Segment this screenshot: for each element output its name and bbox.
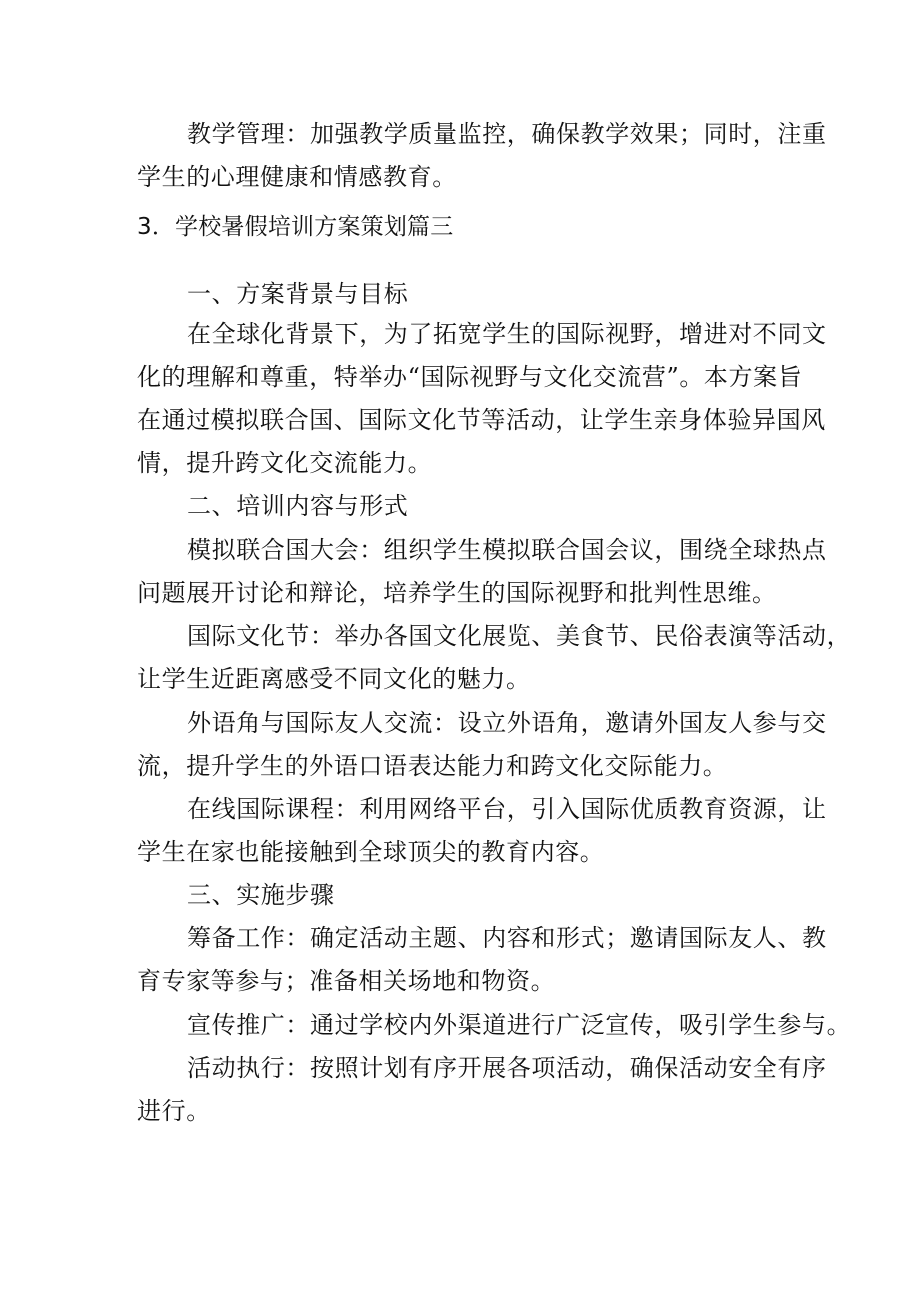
promo-line-1: 宣传推广：通过学校内外渠道进行广泛宣传，吸引学生参与。 (187, 1011, 852, 1039)
management-line-2: 学生的心理健康和情感教育。 (137, 163, 457, 191)
heading-background: 一、方案背景与目标 (187, 280, 409, 308)
heading-steps: 三、实施步骤 (187, 881, 335, 909)
section-title: 3．学校暑假培训方案策划篇三 (137, 214, 454, 240)
language-line-2: 流，提升学生的外语口语表达能力和跨文化交际能力。 (137, 752, 728, 780)
background-line-1: 在全球化背景下，为了拓宽学生的国际视野，增进对不同文 (187, 320, 827, 348)
management-line-1: 教学管理：加强教学质量监控，确保教学效果；同时，注重 (187, 120, 827, 148)
festival-line-2: 让学生近距离感受不同文化的魅力。 (137, 665, 531, 693)
un-line-1: 模拟联合国大会：组织学生模拟联合国会议，围绕全球热点 (187, 536, 827, 564)
exec-line-1: 活动执行：按照计划有序开展各项活动，确保活动安全有序 (187, 1054, 827, 1082)
exec-line-2: 进行。 (137, 1097, 211, 1125)
background-line-2: 化的理解和尊重，特举办“国际视野与文化交流营”。本方案旨 (137, 363, 803, 391)
background-line-3: 在通过模拟联合国、国际文化节等活动，让学生亲身体验异国风 (137, 406, 826, 434)
festival-line-1: 国际文化节：举办各国文化展览、美食节、民俗表演等活动， (187, 622, 852, 650)
language-line-1: 外语角与国际友人交流：设立外语角，邀请外国友人参与交 (187, 709, 827, 737)
prep-line-2: 育专家等参与；准备相关场地和物资。 (137, 967, 556, 995)
prep-line-1: 筹备工作：确定活动主题、内容和形式；邀请国际友人、教 (187, 924, 827, 952)
online-line-1: 在线国际课程：利用网络平台，引入国际优质教育资源，让 (187, 795, 827, 823)
background-line-4: 情，提升跨文化交流能力。 (137, 449, 433, 477)
un-line-2: 问题展开讨论和辩论，培养学生的国际视野和批判性思维。 (137, 579, 777, 607)
heading-content: 二、培训内容与形式 (187, 492, 409, 520)
online-line-2: 学生在家也能接触到全球顶尖的教育内容。 (137, 838, 605, 866)
